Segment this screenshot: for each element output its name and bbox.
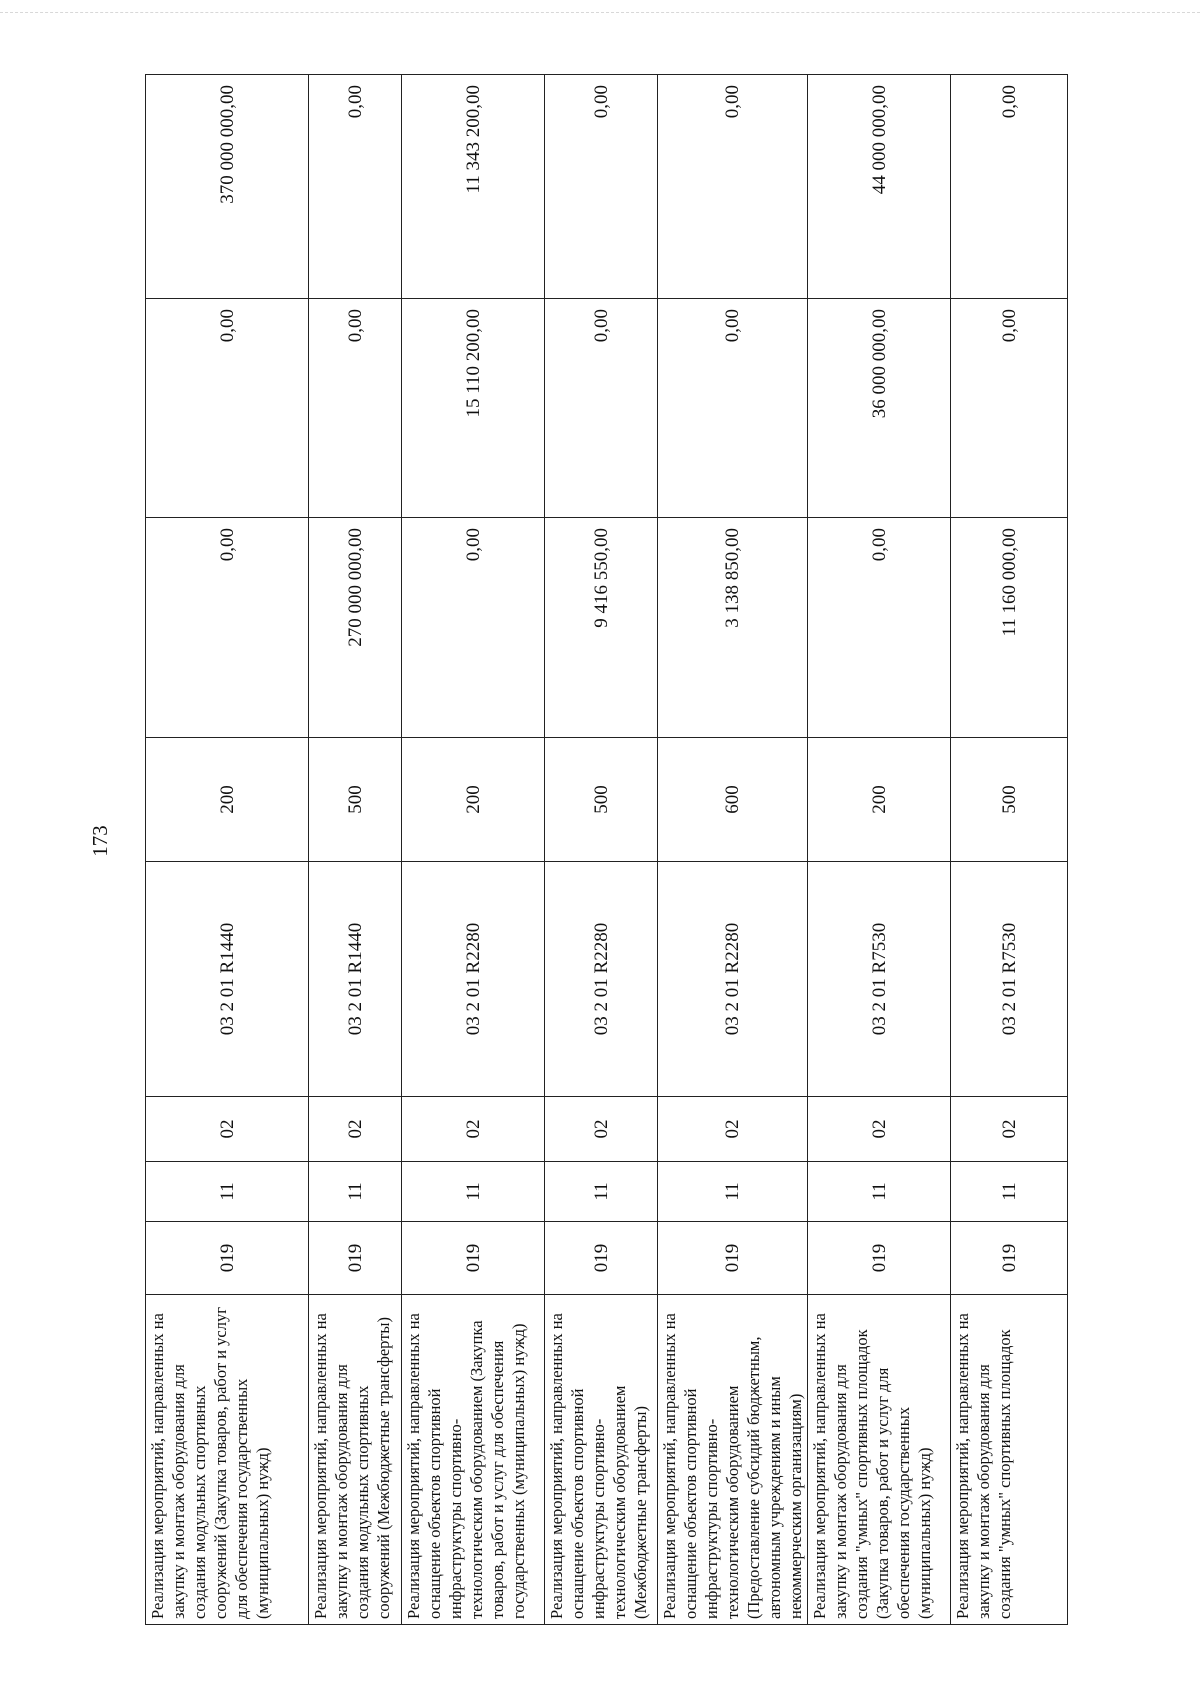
expense-type-code: 500: [951, 738, 1068, 862]
subsection-code: 02: [146, 1097, 309, 1162]
target-article-code: 03 2 01 R2280: [545, 862, 658, 1097]
subsection-code: 02: [402, 1097, 545, 1162]
amount-year-2: 0,00: [658, 299, 808, 518]
expense-type-code: 500: [545, 738, 658, 862]
amount-year-3: 11 343 200,00: [402, 75, 545, 299]
ministry-code: 019: [309, 1222, 402, 1295]
subsection-code: 02: [808, 1097, 951, 1162]
subsection-code: 02: [951, 1097, 1068, 1162]
table-row: [309, 75, 402, 1625]
amount-year-3: 44 000 000,00: [808, 75, 951, 299]
amount-year-1: 0,00: [402, 518, 545, 738]
amount-year-2: 15 110 200,00: [402, 299, 545, 518]
target-article-code: 03 2 01 R1440: [146, 862, 309, 1097]
ministry-code: 019: [658, 1222, 808, 1295]
amount-year-1: 0,00: [808, 518, 951, 738]
table-row: [146, 75, 309, 1625]
amount-year-3: 0,00: [951, 75, 1068, 299]
section-code: 11: [146, 1162, 309, 1222]
target-article-code: 03 2 01 R7530: [808, 862, 951, 1097]
amount-year-2: 0,00: [309, 299, 402, 518]
row-description: Реализация мероприятий, направленных на оснащение объектов спортивной инфраструктуры спортивно-технологическим оборудованием (Предоставление субсидий бюджетным, автономным учреждениям и иным некоммерческим организациям): [658, 1295, 808, 1625]
page-number: 173: [88, 825, 112, 857]
ministry-code: 019: [545, 1222, 658, 1295]
amount-year-1: 3 138 850,00: [658, 518, 808, 738]
amount-year-2: 0,00: [146, 299, 309, 518]
expense-type-code: 200: [402, 738, 545, 862]
amount-year-2: 0,00: [545, 299, 658, 518]
table-row: [402, 75, 545, 1625]
amount-year-1: 9 416 550,00: [545, 518, 658, 738]
amount-year-3: 370 000 000,00: [146, 75, 309, 299]
expense-type-code: 600: [658, 738, 808, 862]
section-code: 11: [545, 1162, 658, 1222]
row-description: Реализация мероприятий, направленных на закупку и монтаж оборудования для создания "умных" спортивных площадок: [951, 1295, 1068, 1625]
row-description: Реализация мероприятий, направленных на закупку и монтаж оборудования для создания "умных" спортивных площадок (Закупка товаров, работ и услуг для обеспечения государственных (муниципальных) нужд): [808, 1295, 951, 1625]
section-code: 11: [808, 1162, 951, 1222]
ministry-code: 019: [402, 1222, 545, 1295]
amount-year-1: 11 160 000,00: [951, 518, 1068, 738]
row-description: Реализация мероприятий, направленных на закупку и монтаж оборудования для создания модульных спортивных сооружений (Межбюджетные трансферты): [309, 1295, 402, 1625]
amount-year-1: 270 000 000,00: [309, 518, 402, 738]
target-article-code: 03 2 01 R2280: [402, 862, 545, 1097]
budget-table: [145, 74, 1068, 1625]
target-article-code: 03 2 01 R2280: [658, 862, 808, 1097]
subsection-code: 02: [658, 1097, 808, 1162]
amount-year-3: 0,00: [545, 75, 658, 299]
ministry-code: 019: [146, 1222, 309, 1295]
subsection-code: 02: [545, 1097, 658, 1162]
target-article-code: 03 2 01 R7530: [951, 862, 1068, 1097]
table-row: [808, 75, 951, 1625]
expense-type-code: 500: [309, 738, 402, 862]
section-code: 11: [309, 1162, 402, 1222]
row-description: Реализация мероприятий, направленных на закупку и монтаж оборудования для создания модульных спортивных сооружений (Закупка товаров, работ и услуг для обеспечения государственных (муниципальных) нужд): [146, 1295, 309, 1625]
amount-year-3: 0,00: [309, 75, 402, 299]
amount-year-2: 36 000 000,00: [808, 299, 951, 518]
amount-year-1: 0,00: [146, 518, 309, 738]
expense-type-code: 200: [146, 738, 309, 862]
scan-edge: [0, 0, 1200, 13]
table-row: [658, 75, 808, 1625]
rotated-table-container: [145, 75, 1060, 1625]
amount-year-2: 0,00: [951, 299, 1068, 518]
table-row: [545, 75, 658, 1625]
ministry-code: 019: [951, 1222, 1068, 1295]
section-code: 11: [402, 1162, 545, 1222]
amount-year-3: 0,00: [658, 75, 808, 299]
ministry-code: 019: [808, 1222, 951, 1295]
section-code: 11: [951, 1162, 1068, 1222]
table-row: [951, 75, 1068, 1625]
target-article-code: 03 2 01 R1440: [309, 862, 402, 1097]
expense-type-code: 200: [808, 738, 951, 862]
row-description: Реализация мероприятий, направленных на оснащение объектов спортивной инфраструктуры спортивно-технологическим оборудованием (Межбюджетные трансферты): [545, 1295, 658, 1625]
subsection-code: 02: [309, 1097, 402, 1162]
row-description: Реализация мероприятий, направленных на оснащение объектов спортивной инфраструктуры спортивно-технологическим оборудованием (Закупка товаров, работ и услуг для обеспечения государственных (муниципальных) нужд): [402, 1295, 545, 1625]
section-code: 11: [658, 1162, 808, 1222]
